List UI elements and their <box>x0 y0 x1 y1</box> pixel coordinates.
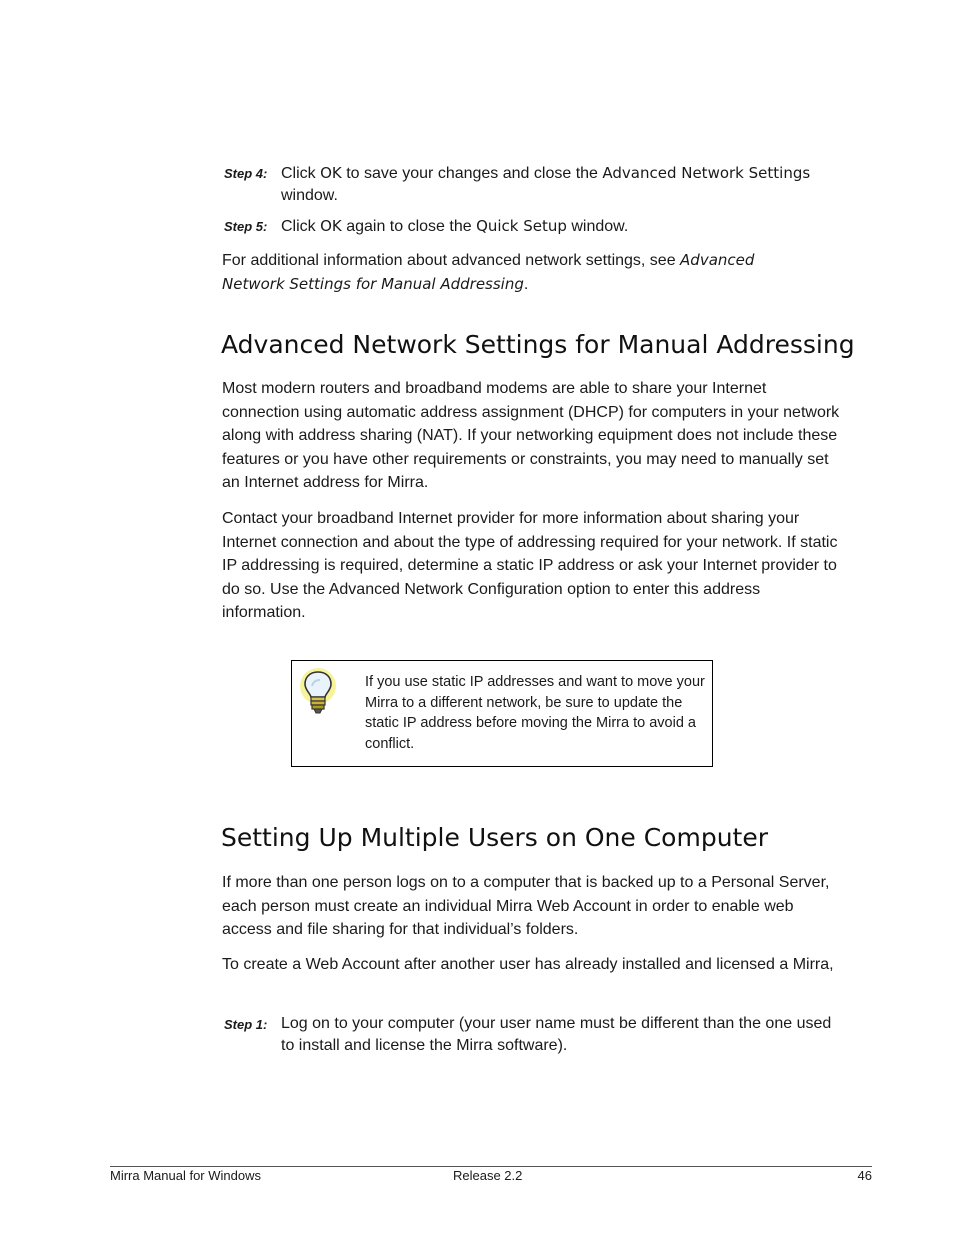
step-text: Click OK again to close the Quick Setup window. <box>281 217 629 235</box>
section-heading-multiple-users: Setting Up Multiple Users on One Computer <box>221 823 768 852</box>
lightbulb-icon <box>296 666 340 716</box>
step-text: Log on to your computer (your user name must be different than the one used to install and license the Mirra software). <box>281 1015 832 1054</box>
additional-info-paragraph: For additional information about advanced network settings, see Advanced Network Settings for Manual Addressing. <box>222 251 755 293</box>
step-label: Step 5: <box>224 219 268 234</box>
note-text: If you use static IP addresses and want to move your Mirra to a different network, be sure to update the static IP address before moving the Mirra to avoid a conflict. <box>365 674 705 752</box>
step-label: Step 4: <box>224 166 268 181</box>
page-number: 46 <box>857 1168 872 1183</box>
ui-term-ok: OK <box>320 217 342 235</box>
section2-paragraph-2: To create a Web Account after another user has already installed and licensed a Mirra, <box>222 956 834 973</box>
section1-paragraph-2: Contact your broadband Internet provider for more information about sharing your Internet connection and about the type of addressing required for your network. If static IP addressing is required, determine a static IP address or ask your Internet provider to do so. Use the Advanced Network Configuration option to enter this address information. <box>222 510 838 621</box>
ui-term-ok: OK <box>320 164 342 182</box>
ui-term-quick-setup: Quick Setup <box>476 217 567 235</box>
footer-rule <box>110 1166 872 1167</box>
cross-reference-link[interactable]: Advanced Network Settings for Manual Addressing <box>222 251 755 293</box>
step-label: Step 1: <box>224 1017 268 1032</box>
ui-term-advanced-network-settings: Advanced Network Settings <box>602 164 811 182</box>
step-text: Click OK to save your changes and close the Advanced Network Settings window. <box>281 164 811 204</box>
section2-paragraph-1: If more than one person logs on to a computer that is backed up to a Personal Server, each person must create an individual Mirra Web Account in order to enable web access and file sharing for that individual’s folders. <box>222 874 830 938</box>
step-4 <box>224 162 844 208</box>
section-heading-advanced-network: Advanced Network Settings for Manual Addressing <box>221 330 855 359</box>
section1-paragraph-1: Most modern routers and broadband modems are able to share your Internet connection using automatic address assignment (DHCP) for computers in your network along with address sharing (NAT). If your networking equipment does not include these features or you have other requirements or constraints, you may need to manually set an Internet address for Mirra. <box>222 380 840 491</box>
footer-left: Mirra Manual for Windows <box>110 1168 261 1183</box>
step-5 <box>224 215 844 239</box>
step-1 <box>224 1013 844 1059</box>
footer-release: Release 2.2 <box>453 1168 523 1183</box>
note-box <box>291 660 713 767</box>
